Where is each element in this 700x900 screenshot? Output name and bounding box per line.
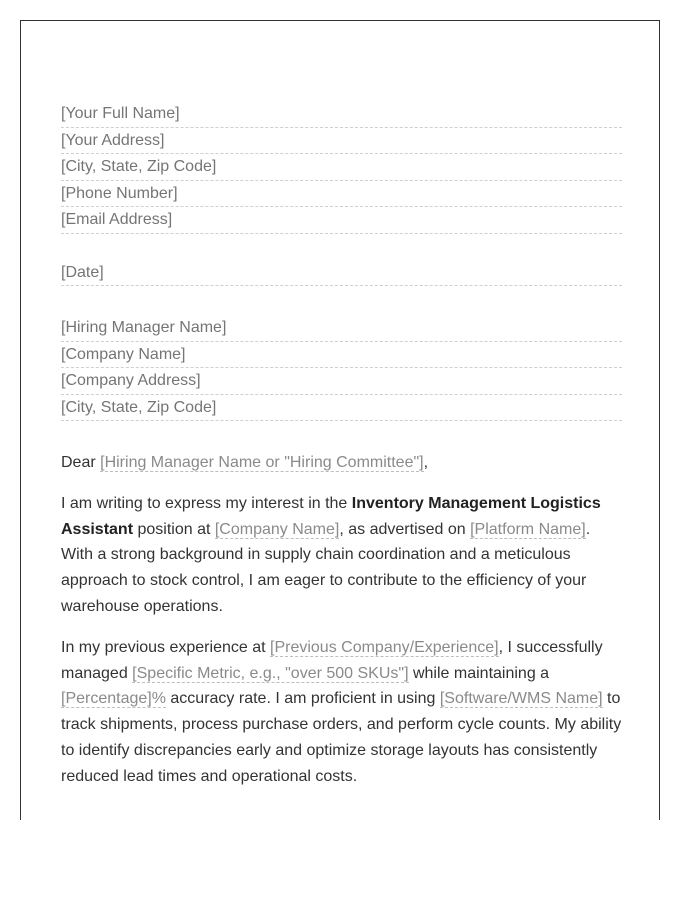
date-field[interactable]: [Date] xyxy=(61,260,622,287)
spacer xyxy=(61,421,622,450)
salutation-name-placeholder[interactable]: [Hiring Manager Name or "Hiring Committee"] xyxy=(100,454,424,471)
salutation-suffix: , xyxy=(423,454,429,471)
percentage-placeholder[interactable]: [Percentage]% xyxy=(61,690,166,708)
paragraph-text: to track shipments, process purchase orders, and perform cycle counts. My ability to identify discrepancies early and optimize storage layouts has consistently reduced lead times and operational costs. xyxy=(61,690,622,785)
paragraph-text: In my previous experience at xyxy=(61,638,270,656)
recipient-block xyxy=(61,315,622,421)
paragraph-text: position at xyxy=(133,520,215,538)
position-title: Inventory Management Logistics Assistant xyxy=(61,494,601,538)
platform-name-placeholder[interactable]: [Platform Name] xyxy=(470,520,586,538)
spacer xyxy=(61,234,622,260)
paragraph-text: accuracy rate. I am proficient in using xyxy=(165,690,440,708)
sender-block xyxy=(61,101,622,234)
software-name-placeholder[interactable]: [Software/WMS Name] xyxy=(439,690,603,708)
recipient-company-address-field[interactable]: [Company Address] xyxy=(61,368,622,395)
sender-full-name-field[interactable]: [Your Full Name] xyxy=(61,101,622,128)
company-name-placeholder[interactable]: [Company Name] xyxy=(214,520,340,538)
letter-content xyxy=(61,101,622,790)
paragraph-text: while maintaining a xyxy=(408,664,550,682)
paragraph-text: , I successfully managed xyxy=(61,638,603,682)
salutation xyxy=(61,450,622,476)
sender-address-field[interactable]: [Your Address] xyxy=(61,128,622,155)
paragraph-text: . With a strong background in supply chain coordination and a meticulous approach to stock control, I am eager to contribute to the efficiency of your warehouse operations. xyxy=(61,520,591,615)
paragraph-text: , as advertised on xyxy=(339,520,471,538)
paragraph-text: I am writing to express my interest in the xyxy=(61,494,352,512)
spacer xyxy=(61,476,622,491)
specific-metric-placeholder[interactable]: [Specific Metric, e.g., "over 500 SKUs"] xyxy=(132,664,409,682)
recipient-city-state-zip-field[interactable]: [City, State, Zip Code] xyxy=(61,395,622,422)
body-paragraph-2 xyxy=(61,635,622,790)
sender-email-field[interactable]: [Email Address] xyxy=(61,207,622,234)
recipient-company-name-field[interactable]: [Company Name] xyxy=(61,342,622,369)
date-block xyxy=(61,260,622,287)
previous-company-placeholder[interactable]: [Previous Company/Experience] xyxy=(270,638,499,656)
recipient-hiring-manager-field[interactable]: [Hiring Manager Name] xyxy=(61,315,622,342)
salutation-prefix: Dear xyxy=(61,454,101,471)
sender-phone-field[interactable]: [Phone Number] xyxy=(61,181,622,208)
spacer xyxy=(61,286,622,315)
spacer xyxy=(61,620,622,635)
body-paragraph-1 xyxy=(61,491,622,620)
sender-city-state-zip-field[interactable]: [City, State, Zip Code] xyxy=(61,154,622,181)
document-page xyxy=(20,20,660,820)
